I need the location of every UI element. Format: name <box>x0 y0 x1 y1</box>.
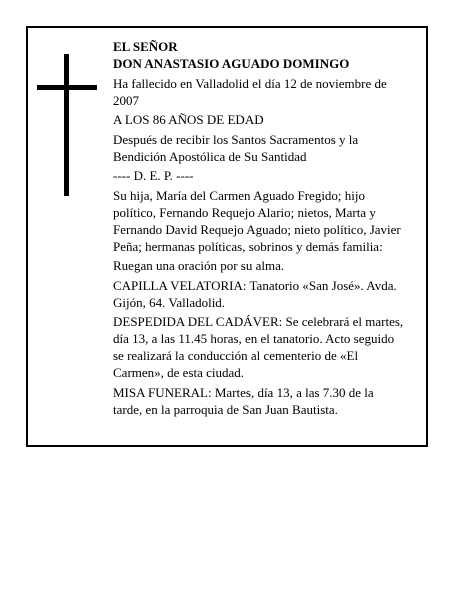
farewell-line-2: día 13, a las 11.45 horas, en el tanatorio. Acto seguido <box>113 331 395 346</box>
cross-vertical-bar <box>64 54 69 196</box>
title-line: EL SEÑOR <box>113 39 178 54</box>
prayer-line: Ruegan una oración por su alma. <box>113 258 285 273</box>
chapel-line-2: Gijón, 64. Valladolid. <box>113 294 226 310</box>
family-line-3: Fernando David Requejo Aguado; nieto político, Javier <box>113 221 401 237</box>
chapel-line-1: CAPILLA VELATORIA: Tanatorio «San José». Avda. <box>113 277 397 293</box>
rip-line: ---- D. E. P. ---- <box>113 168 194 183</box>
passed-line-1: Ha fallecido en Valladolid el día 12 de noviembre de <box>113 75 387 91</box>
sacraments-line-1: Después de recibir los Santos Sacramentos y la <box>113 131 359 147</box>
passed-line-2: 2007 <box>113 92 139 108</box>
deceased-name: DON ANASTASIO AGUADO DOMINGO <box>113 56 350 71</box>
farewell-line-3: se realizará la conducción al cementerio de «El <box>113 348 359 363</box>
mass-line-1: MISA FUNERAL: Martes, día 13, a las 7.30 de la <box>113 384 374 400</box>
age-line: A LOS 86 AÑOS DE EDAD <box>113 112 264 127</box>
sacraments-line-2: Bendición Apostólica de Su Santidad <box>113 148 307 164</box>
farewell-line-1: DESPEDIDA DEL CADÁVER: Se celebrará el martes, <box>113 314 404 329</box>
obituary-text <box>113 38 425 420</box>
farewell-line-4: Carmen», de esta ciudad. <box>113 365 245 380</box>
cross-icon <box>37 54 97 196</box>
family-line-4: Peña; hermanas políticas, sobrinos y demás familia: <box>113 238 383 254</box>
mass-line-2: tarde, en la parroquia de San Juan Bautista. <box>113 401 338 417</box>
family-line-2: político, Fernando Requejo Alario; nietos, Marta y <box>113 204 376 220</box>
family-line-1: Su hija, María del Carmen Aguado Fregido; hijo <box>113 187 366 203</box>
cross-horizontal-bar <box>37 85 97 90</box>
